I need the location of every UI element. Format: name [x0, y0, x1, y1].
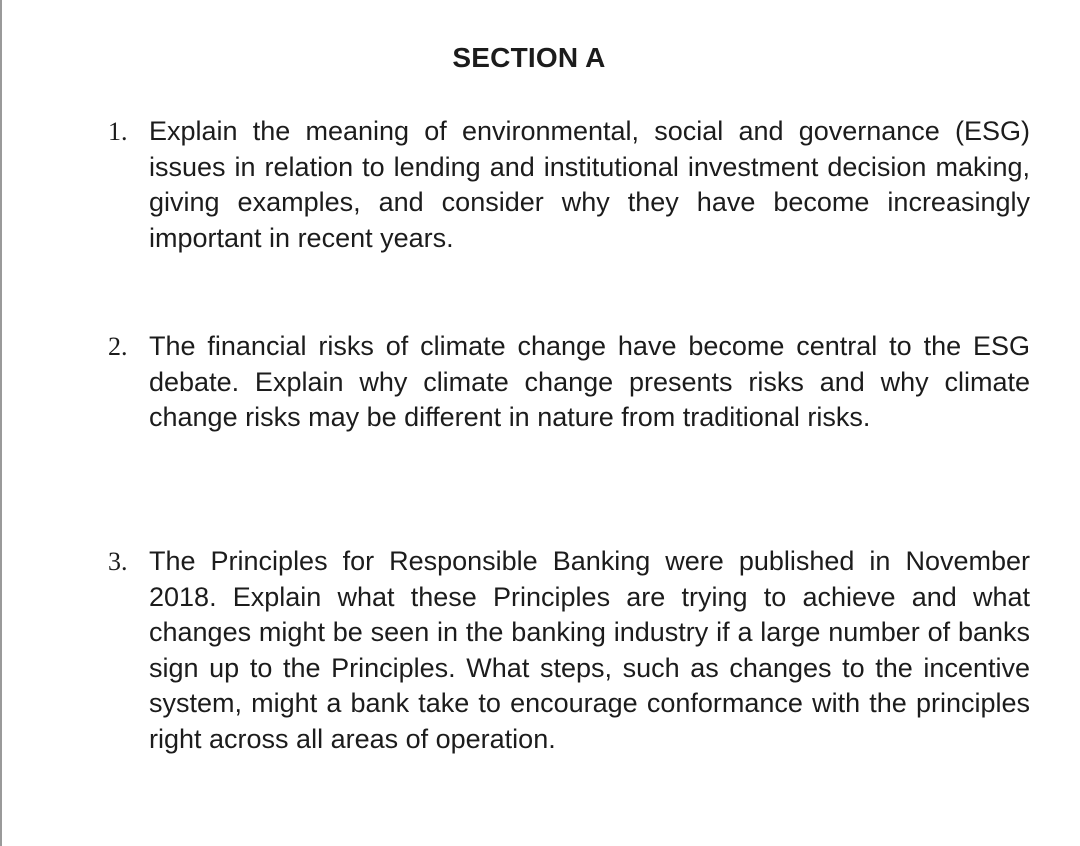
- question-number: 1.: [108, 117, 128, 146]
- question-text: Explain the meaning of environmental, social and governance (ESG) issues in relation to lending and institutional investment decision making, giving examples, and consider why they have become increasingly important in recent years.: [149, 116, 1030, 253]
- question-2: [108, 329, 1030, 436]
- question-text: The financial risks of climate change have become central to the ESG debate. Explain why climate change presents risks and why climate change risks may be different in nature from traditional risks.: [149, 331, 1030, 433]
- question-number: 2.: [108, 332, 128, 361]
- section-heading: SECTION A: [452, 42, 606, 73]
- question-1: [108, 114, 1030, 256]
- question-3: [108, 544, 1030, 758]
- question-text: The Principles for Responsible Banking were published in November 2018. Explain what these Principles are trying to achieve and what changes might be seen in the banking industry if a large number of banks sign up to the Principles. What steps, such as changes to the incentive system, might a bank take to encourage conformance with the principles right across all areas of operation.: [149, 546, 1030, 754]
- question-number: 3.: [108, 547, 128, 576]
